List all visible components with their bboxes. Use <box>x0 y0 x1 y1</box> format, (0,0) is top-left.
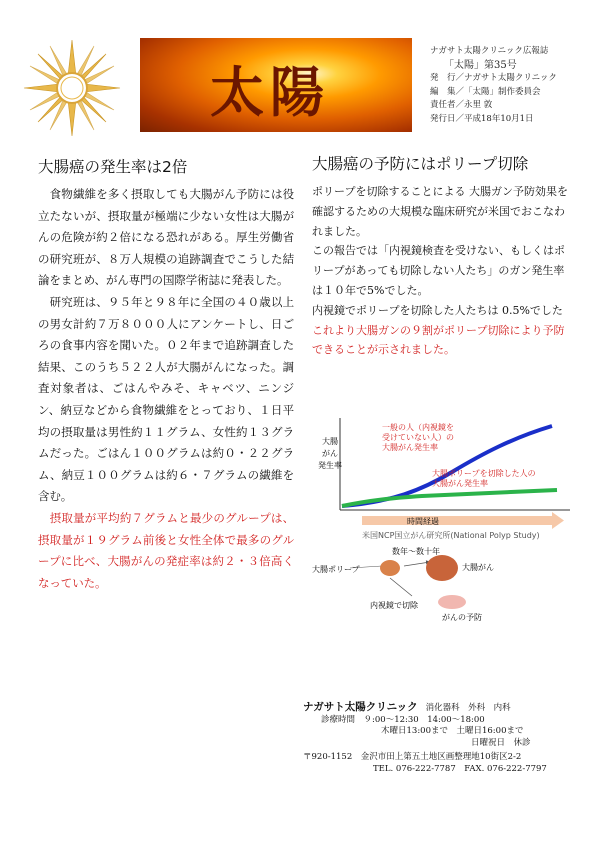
y-label-2: がん <box>322 449 338 458</box>
banner-title: 太陽 <box>210 60 330 124</box>
postal-code: 〒920-1152 <box>303 752 353 762</box>
chart-source: 米国NCP国立がん研究所(National Polyp Study) <box>362 531 540 540</box>
sun-logo-icon <box>22 38 122 138</box>
series-1-label-b: 受けていない人）の <box>382 433 454 442</box>
series-1-label-a: 一般の人（内視鏡を <box>382 423 454 432</box>
polyp-illustration <box>380 560 400 576</box>
series-2-label-b: 大腸がん発生率 <box>432 479 488 488</box>
time-arrow-head <box>552 512 564 529</box>
right-line-2: この報告では「内視鏡検査を受けない、もしくはポリープがあっても切除しない人たち」のガン発生率は１０年で5%でした。 <box>312 244 565 297</box>
healthy-colon-illustration <box>438 595 466 609</box>
editor-line: 編 集／「太陽」制作委員会 <box>430 86 541 97</box>
x-label: 時間経過 <box>407 517 439 526</box>
right-line-3: 内視鏡でポリープを切除した人たちは 0.5%でした <box>312 303 563 317</box>
issue-number: 「太陽」第35号 <box>444 59 517 71</box>
date-line: 発行日／平成18年10月1日 <box>430 113 534 124</box>
left-paragraph-2: 研究班は、９５年と９８年に全国の４０歳以上の男女計約７万８０００人にアンケートし、日ごろの食事内容を聞いた。０２年まで追跡調査した結果、このうち５２２人が大腸がんになった。調査対象者は、ごはんやみそ、キャベツ、ニンジン、納豆などから食物繊維をとっており、１日平均の摂取量は男性約１１グラム、女性約１３グラムだった。ごはん１００グラムは約０・２２グラム、納豆１００グラムは約６・７グラムの繊維を含む。 <box>38 294 294 504</box>
left-article-body <box>38 184 294 594</box>
contact-row: TEL. 076-222-7787 FAX. 076-222-7797 <box>373 763 547 774</box>
hours-label: 診療時間 <box>321 714 356 725</box>
right-article-body <box>312 182 570 360</box>
hours-row-2: 木曜日13:00まで 土曜日16:00まで <box>381 726 524 736</box>
series-1-label-c: 大腸がん発生率 <box>382 443 438 452</box>
right-line-1: ポリープを切除することによる 大腸ガン予防効果を確認するための大規模な臨床研究が米国でおこなわれました。 <box>312 185 568 238</box>
left-paragraph-1: 食物繊維を多く摂取しても大腸がん予防には役立たないが、摂取量が極端に少ない女性は大腸がんの危険が約２倍になる恐れがある。厚生労働省の研究班が、８万人規模の追跡調査でこうした結論をまとめ、がん専門の国際学術誌に発表した。 <box>38 187 294 288</box>
clinic-heading <box>303 702 583 715</box>
prevention-label: がんの予防 <box>442 613 482 622</box>
left-paragraph-3: 摂取量が平均約７グラムと最少のグループは、摂取量が１９グラム前後と女性全体で最多のグループに比べ、大腸がんの発症率は約２・３倍高くなっていた。 <box>38 510 294 590</box>
clinic-name: ナガサト太陽クリニック <box>303 701 418 713</box>
publication-name: ナガサト太陽クリニック広報誌 <box>430 46 549 56</box>
hours-value: ９:00〜12:30 14:00〜18:00 <box>363 714 485 725</box>
polyp-diagram <box>312 544 572 626</box>
years-label: 数年〜数十年 <box>392 547 440 556</box>
clinic-departments: 消化器科 外科 内科 <box>425 703 511 713</box>
left-headline: 大腸癌の発生率は2倍 <box>38 158 188 176</box>
holidays-row: 日曜祝日 休診 <box>471 737 531 748</box>
masthead-banner <box>140 38 412 132</box>
right-line-4: これより大腸ガンの９割がポリープ切除により予防できることが示されました。 <box>312 323 565 357</box>
time-arrow <box>362 516 552 525</box>
responsible-line: 責任者／永里 敦 <box>430 100 493 110</box>
clinic-footer <box>303 702 583 775</box>
hours-row <box>303 715 583 727</box>
cancer-label: 大腸がん <box>462 563 494 572</box>
y-label-1: 大腸 <box>322 437 338 446</box>
y-label-3: 発生率 <box>318 461 342 470</box>
endoscope-label: 内視鏡で切除 <box>370 601 418 610</box>
progression-arrow <box>404 562 430 566</box>
removal-arrow <box>390 578 412 596</box>
polyp-label: 大腸ポリープ <box>312 565 360 574</box>
address: 金沢市田上第五土地区画整理地10街区2-2 <box>360 752 522 762</box>
right-headline: 大腸癌の予防にはポリープ切除 <box>312 155 529 173</box>
incidence-chart <box>312 410 574 545</box>
address-row <box>303 752 583 764</box>
masthead-info <box>430 45 557 126</box>
series-2-label-a: 大腸ポリープを切除した人の <box>432 469 536 478</box>
cancer-illustration <box>426 555 458 581</box>
publisher-line: 発 行／ナガサト太陽クリニック <box>430 73 557 83</box>
